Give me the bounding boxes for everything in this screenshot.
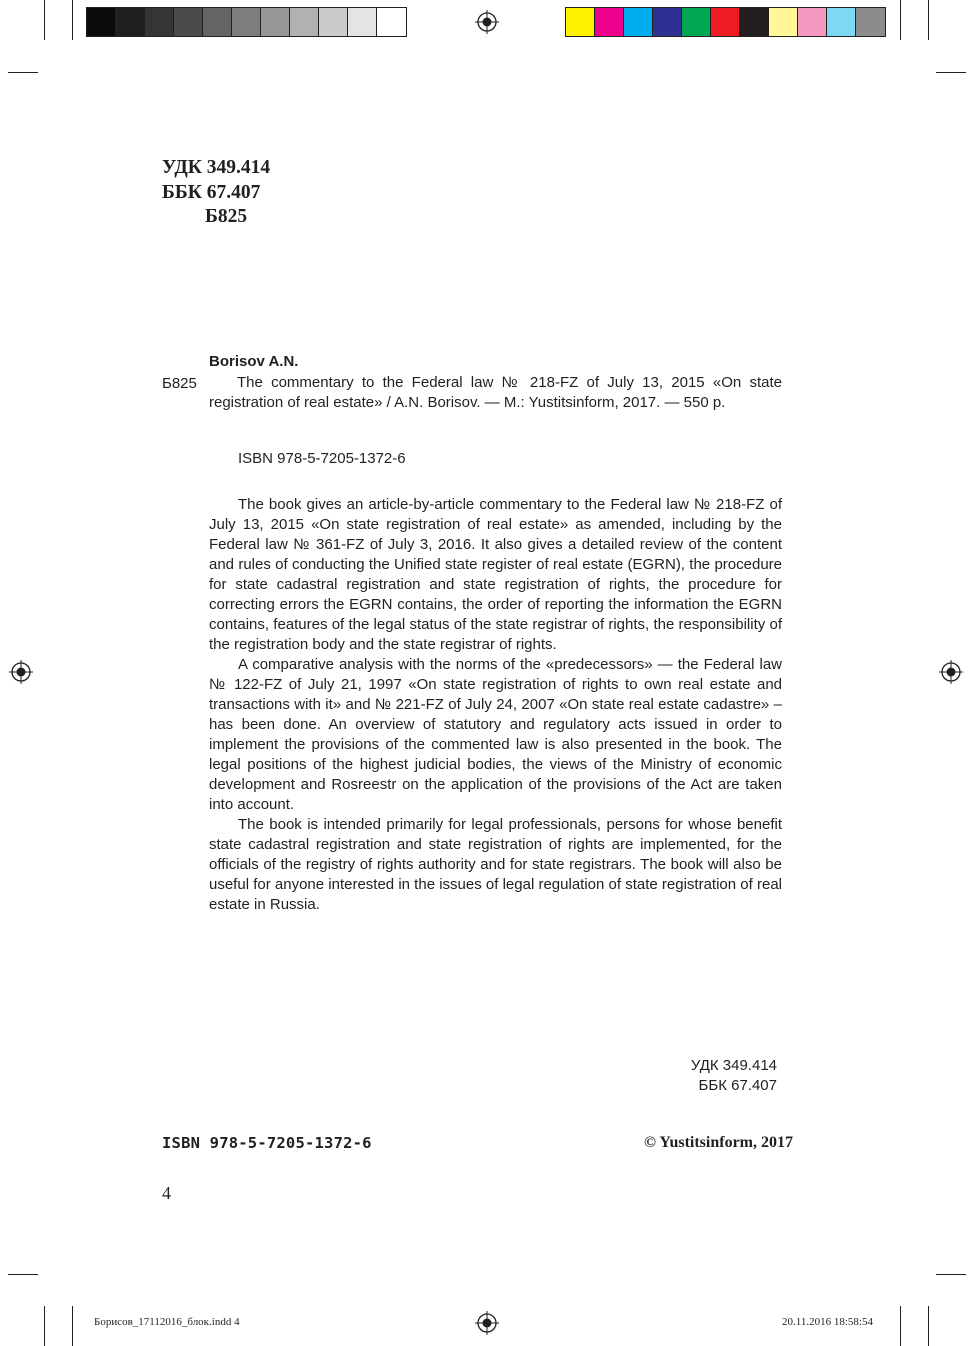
color-swatch — [116, 8, 145, 36]
slug-file-name: Борисов_17112016_блок.indd 4 — [94, 1316, 240, 1328]
color-swatch — [261, 8, 290, 36]
annotation-paragraph: The book is intended primarily for legal professionals, persons for whose benefit state cadastral registration and state registration of rights are implemented, for the officials of the registry of rights authority and for state registrars. The book will also be useful for anyone interested in the issues of legal regulation of state registration of real estate in Russia. — [209, 816, 782, 913]
registration-mark-icon — [9, 660, 33, 684]
slug-timestamp: 20.11.2016 18:58:54 — [782, 1316, 873, 1328]
isbn: ISBN 978-5-7205-1372-6 — [238, 450, 406, 467]
annotation — [209, 495, 782, 915]
color-swatch — [827, 8, 856, 36]
color-swatch — [566, 8, 595, 36]
color-swatch — [624, 8, 653, 36]
color-swatch — [653, 8, 682, 36]
color-swatch — [145, 8, 174, 36]
color-swatch — [290, 8, 319, 36]
color-swatch — [769, 8, 798, 36]
bottom-isbn: ISBN 978-5-7205-1372-6 — [162, 1134, 372, 1152]
page-number: 4 — [162, 1183, 171, 1203]
process-color-bar — [565, 7, 886, 37]
entry-author-sign: Б825 — [162, 375, 197, 392]
copyright: © Yustitsinform, 2017 — [644, 1134, 793, 1151]
color-swatch — [595, 8, 624, 36]
author-sign: Б825 — [205, 206, 248, 227]
color-swatch — [682, 8, 711, 36]
color-swatch — [856, 8, 885, 36]
registration-mark-icon — [475, 10, 499, 34]
annotation-paragraph: A comparative analysis with the norms of the «predecessors» — the Federal law № 122-FZ of July 21, 1997 «On state registration of rights to own real estate and transactions with it» and № 221-FZ of July 24, 2007 «On state real estate cadastre» – has been done. An overview of statutory and regulatory acts issued in order to implement the provisions of the commented law is also presented in the book. The legal positions of the highest judicial bodies, the views of the Ministry of economic development and Rosreestr on the application of the provisions of the Act are taken into account. — [209, 656, 782, 813]
bbk-code: ББК 67.407 — [162, 181, 261, 203]
color-swatch — [203, 8, 232, 36]
color-swatch — [174, 8, 203, 36]
classification-block — [162, 156, 270, 230]
color-swatch — [87, 8, 116, 36]
color-swatch — [798, 8, 827, 36]
grayscale-color-bar — [86, 7, 407, 37]
color-swatch — [711, 8, 740, 36]
bibliographic-description: The commentary to the Federal law № 218-FZ of July 13, 2015 «On state registration of real estate» / A.N. Borisov. — M.: Yustitsinform, 2017. — 550 p. — [209, 374, 782, 411]
registration-mark-icon — [939, 660, 963, 684]
color-swatch — [377, 8, 406, 36]
color-swatch — [232, 8, 261, 36]
registration-mark-icon — [475, 1311, 499, 1335]
color-swatch — [319, 8, 348, 36]
udk-code: УДК 349.414 — [162, 157, 271, 178]
annotation-paragraph: The book gives an article-by-article commentary to the Federal law № 218-FZ of July 13, 2015 «On state registration of real estate» as amended, including by the Federal law № 361-FZ of July 3, 2016. It also gives a detailed review of the content and rules of conducting the Unified state register of real estate (EGRN), the procedure for state cadastral registration and state registration of rights, the procedure for correcting errors the EGRN contains, the order of reporting the information the EGRN contains, features of the legal status of the state registrar of rights, the responsibility of the registration body and the state registrar of rights. — [209, 496, 782, 653]
bottom-bbk-code: ББК 67.407 — [698, 1077, 777, 1094]
color-swatch — [348, 8, 377, 36]
bottom-udk-code: УДК 349.414 — [690, 1057, 777, 1074]
color-swatch — [740, 8, 769, 36]
bottom-classification — [600, 1056, 777, 1096]
author-name: Borisov A.N. — [209, 353, 299, 370]
